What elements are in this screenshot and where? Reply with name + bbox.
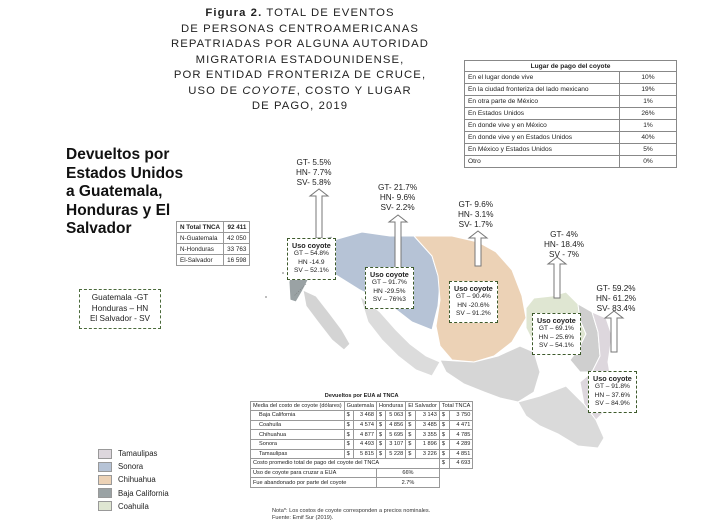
stat-line: GT- 5.5% (296, 158, 332, 167)
legend-swatch (98, 475, 112, 485)
value-cell: 4 877 (354, 430, 377, 440)
title-line: POR ENTIDAD FRONTERIZA DE CRUCE, (173, 69, 427, 81)
value-cell: 3 226 (416, 449, 440, 459)
table-cell: 40% (620, 132, 677, 144)
table-row (251, 439, 473, 449)
table-row (251, 449, 473, 459)
title-line: DE PAGO, 2019 (251, 100, 349, 112)
value-cell: 5 695 (385, 430, 406, 440)
table-cell: N-Guatemala (177, 233, 224, 244)
currency-cell: $ (377, 439, 386, 449)
coyote-title: Uso coyote (370, 270, 409, 279)
currency-cell: $ (344, 439, 354, 449)
table-cell: 1% (620, 120, 677, 132)
table-cell: En Estados Unidos (465, 108, 620, 120)
currency-cell: $ (406, 430, 416, 440)
title-emphasis: COYOTE (242, 84, 297, 97)
value-cell: 4 785 (449, 430, 472, 440)
value-cell: 3 485 (416, 420, 440, 430)
currency-cell: $ (439, 449, 449, 459)
table-cell: El-Salvador (177, 255, 224, 266)
currency-cell: $ (344, 449, 354, 459)
legend-item: Guatemala -GT (91, 293, 149, 302)
stat-line: HN- 61.2% (596, 293, 637, 303)
coyote-title: Uso coyote (593, 374, 632, 383)
value-cell: 4 574 (354, 420, 377, 430)
table-row (251, 420, 473, 430)
coyote-title: Uso coyote (537, 316, 576, 325)
value-cell: 4 289 (449, 439, 472, 449)
section-heading: Devueltos por Estados Unidos a Guatemala, Honduras y El Salvador (66, 146, 184, 237)
coyote-line: SV – 52.1% (293, 267, 329, 275)
coyote-line: GT – 90.4% (455, 293, 491, 301)
coyote-line: HN -20.6% (457, 301, 490, 309)
table-row (251, 459, 473, 469)
value-cell: 3 468 (354, 411, 377, 421)
legend-label: Sonora (118, 462, 144, 472)
value-cell: 4 493 (354, 439, 377, 449)
value-cell: 3 355 (416, 430, 440, 440)
legend-label: Baja California (118, 488, 169, 498)
legend-item (98, 447, 169, 460)
legend-item (98, 460, 169, 473)
stats-chihuahua (458, 200, 494, 229)
stat-line: GT- 59.2% (596, 284, 636, 293)
table-cell: En la ciudad fronteriza del lado mexicano (465, 84, 620, 96)
coyote-box-coahuila (532, 313, 581, 355)
stat-line: HN- 3.1% (458, 209, 494, 219)
value-cell: 4 851 (449, 449, 472, 459)
coyote-line: HN -29.5% (373, 287, 406, 295)
figure-label: Figura 2. (205, 7, 263, 19)
table-cell: 5% (620, 144, 677, 156)
currency-cell: $ (439, 439, 449, 449)
legend-label: Tamaulipas (118, 449, 158, 459)
note-line: Nota*: Los costos de coyote corresponden a precios nominales. (272, 508, 431, 514)
coyote-line: SV – 54.1% (538, 342, 574, 350)
title-line: USO DE (188, 84, 239, 97)
currency-cell: $ (344, 420, 354, 430)
coyote-line: HN -14.9 (298, 258, 325, 266)
country-legend (79, 289, 161, 329)
state-cell: Sonora (251, 439, 345, 449)
table-cell: 10% (620, 72, 677, 84)
payment-place-table (464, 60, 677, 168)
coyote-line: GT – 54.8% (293, 250, 329, 258)
coyote-box-sonora (365, 267, 414, 309)
currency-cell: $ (439, 420, 449, 430)
value-cell: 1 896 (416, 439, 440, 449)
peninsula-south (303, 290, 350, 350)
stat-line: SV- 5.8% (296, 177, 331, 187)
legend-swatch (98, 449, 112, 459)
table-cell: Otro (465, 156, 620, 168)
legend-swatch (98, 488, 112, 498)
coyote-box-chihuahua (449, 281, 498, 323)
currency-cell: $ (377, 411, 386, 421)
column-header: El Salvador (406, 401, 440, 411)
table-cell: En donde vive y en México (465, 120, 620, 132)
stats-tamaulipas (596, 284, 636, 313)
title-line: REPATRIADAS POR ALGUNA AUTORIDAD (170, 38, 430, 50)
summary-value: 66% (377, 468, 440, 478)
arrow-coahuila (548, 257, 566, 298)
stats-baja-california (296, 158, 332, 187)
currency-cell: $ (344, 411, 354, 421)
table-cell: 33 763 (224, 244, 250, 255)
stat-line: GT- 9.6% (458, 200, 494, 209)
table-row (251, 478, 473, 488)
arrow-baja-california (310, 189, 328, 238)
legend-label: Chihuahua (118, 475, 156, 485)
title-line: TOTAL DE EVENTOS (266, 7, 395, 19)
column-header: Total TNCA (439, 401, 473, 411)
table-cell: 1% (620, 96, 677, 108)
state-cell: Chihuahua (251, 430, 345, 440)
coyote-line: SV – 91.2% (455, 310, 491, 318)
currency-cell: $ (377, 449, 386, 459)
value-cell: 5 063 (385, 411, 406, 421)
coyote-line: GT – 91.7% (371, 279, 407, 287)
table-cell: En México y Estados Unidos (465, 144, 620, 156)
coyote-cost-table (250, 392, 473, 488)
coyote-line: GT – 91.8% (594, 383, 630, 391)
table-caption: Devueltos por EUA al TNCA (324, 393, 399, 400)
currency-cell: $ (406, 439, 416, 449)
coyote-line: HN – 25.6% (538, 333, 575, 341)
summary-label: Uso de coyote para cruzar a EUA (251, 468, 377, 478)
map-color-legend (98, 447, 169, 513)
stats-coahuila (544, 230, 584, 259)
stat-line: SV- 2.2% (380, 202, 415, 212)
coyote-box-baja-california (287, 238, 336, 280)
table-cell: 92 411 (224, 222, 250, 233)
stat-line: SV- 83.4% (596, 303, 636, 313)
title-line: DE PERSONAS CENTROAMERICANAS (181, 22, 419, 35)
table-row (251, 468, 473, 478)
stat-line: HN- 7.7% (296, 167, 332, 177)
currency-cell: $ (406, 420, 416, 430)
state-cell: Baja California (251, 411, 345, 421)
currency-cell: $ (377, 430, 386, 440)
table-row (251, 430, 473, 440)
legend-item: Honduras – HN (91, 303, 149, 313)
summary-label: Costo promedio total de pago del coyote del TNCA (251, 459, 440, 469)
currency-cell: $ (406, 411, 416, 421)
legend-swatch (98, 501, 112, 511)
value-cell: 5 815 (354, 449, 377, 459)
coyote-line: SV – 84.9% (594, 400, 630, 408)
table-row (251, 411, 473, 421)
summary-value: 4 693 (449, 459, 472, 469)
stat-line: HN- 9.6% (379, 192, 416, 202)
table-cell: N-Honduras (177, 244, 224, 255)
stats-sonora (378, 183, 417, 212)
tnca-totals-table (176, 221, 250, 266)
coyote-box-tamaulipas (588, 371, 637, 413)
table-cell: En el lugar donde vive (465, 72, 620, 84)
currency-cell: $ (377, 420, 386, 430)
table-cell: 42 050 (224, 233, 250, 244)
summary-value: 2.7% (377, 478, 440, 488)
value-cell: 4 471 (449, 420, 472, 430)
stat-line: GT- 4% (550, 230, 578, 239)
table-cell: N Total TNCA (177, 222, 224, 233)
summary-label: Fue abandonado por parte del coyote (251, 478, 377, 488)
table-header: Lugar de pago del coyote (465, 61, 677, 72)
coyote-line: GT – 69.1% (538, 325, 574, 333)
legend-item (98, 500, 169, 513)
table-cell: En donde vive y en Estados Unidos (465, 132, 620, 144)
column-header: Media del costo de coyote (dólares) (251, 401, 345, 411)
coyote-title: Uso coyote (454, 284, 493, 293)
coyote-title: Uso coyote (292, 241, 331, 250)
coyote-line: SV – 76%3 (372, 296, 406, 304)
state-cell: Tamaulipas (251, 449, 345, 459)
column-header: Guatemala (344, 401, 376, 411)
currency-cell: $ (439, 459, 449, 469)
currency-cell: $ (344, 430, 354, 440)
source-line: Fuente: Emif Sur (2019). (272, 515, 334, 521)
stat-line: SV- 1.7% (458, 219, 493, 229)
currency-cell: $ (439, 411, 449, 421)
value-cell: 3 143 (416, 411, 440, 421)
legend-item (98, 487, 169, 500)
title-line: MIGRATORIA ESTADOUNIDENSE, (195, 53, 405, 66)
coyote-line: HN – 37.6% (594, 391, 631, 399)
column-header: Honduras (377, 401, 406, 411)
table-cell: 0% (620, 156, 677, 168)
legend-swatch (98, 462, 112, 472)
table-cell: 19% (620, 84, 677, 96)
currency-cell: $ (439, 430, 449, 440)
footnote (272, 508, 430, 522)
legend-item (98, 473, 169, 486)
legend-label: Coahuila (118, 501, 149, 511)
title-line: , COSTO Y LUGAR (296, 84, 412, 97)
value-cell: 3 750 (449, 411, 472, 421)
value-cell: 3 107 (385, 439, 406, 449)
stat-line: HN- 18.4% (544, 239, 585, 249)
value-cell: 5 228 (385, 449, 406, 459)
value-cell: 4 856 (385, 420, 406, 430)
stat-line: GT- 21.7% (378, 183, 418, 192)
table-cell: 16 598 (224, 255, 250, 266)
legend-item: El Salvador - SV (89, 314, 151, 323)
stat-line: SV - 7% (549, 249, 580, 259)
state-cell: Coahuila (251, 420, 345, 430)
table-cell: 26% (620, 108, 677, 120)
currency-cell: $ (406, 449, 416, 459)
table-cell: En otra parte de México (465, 96, 620, 108)
